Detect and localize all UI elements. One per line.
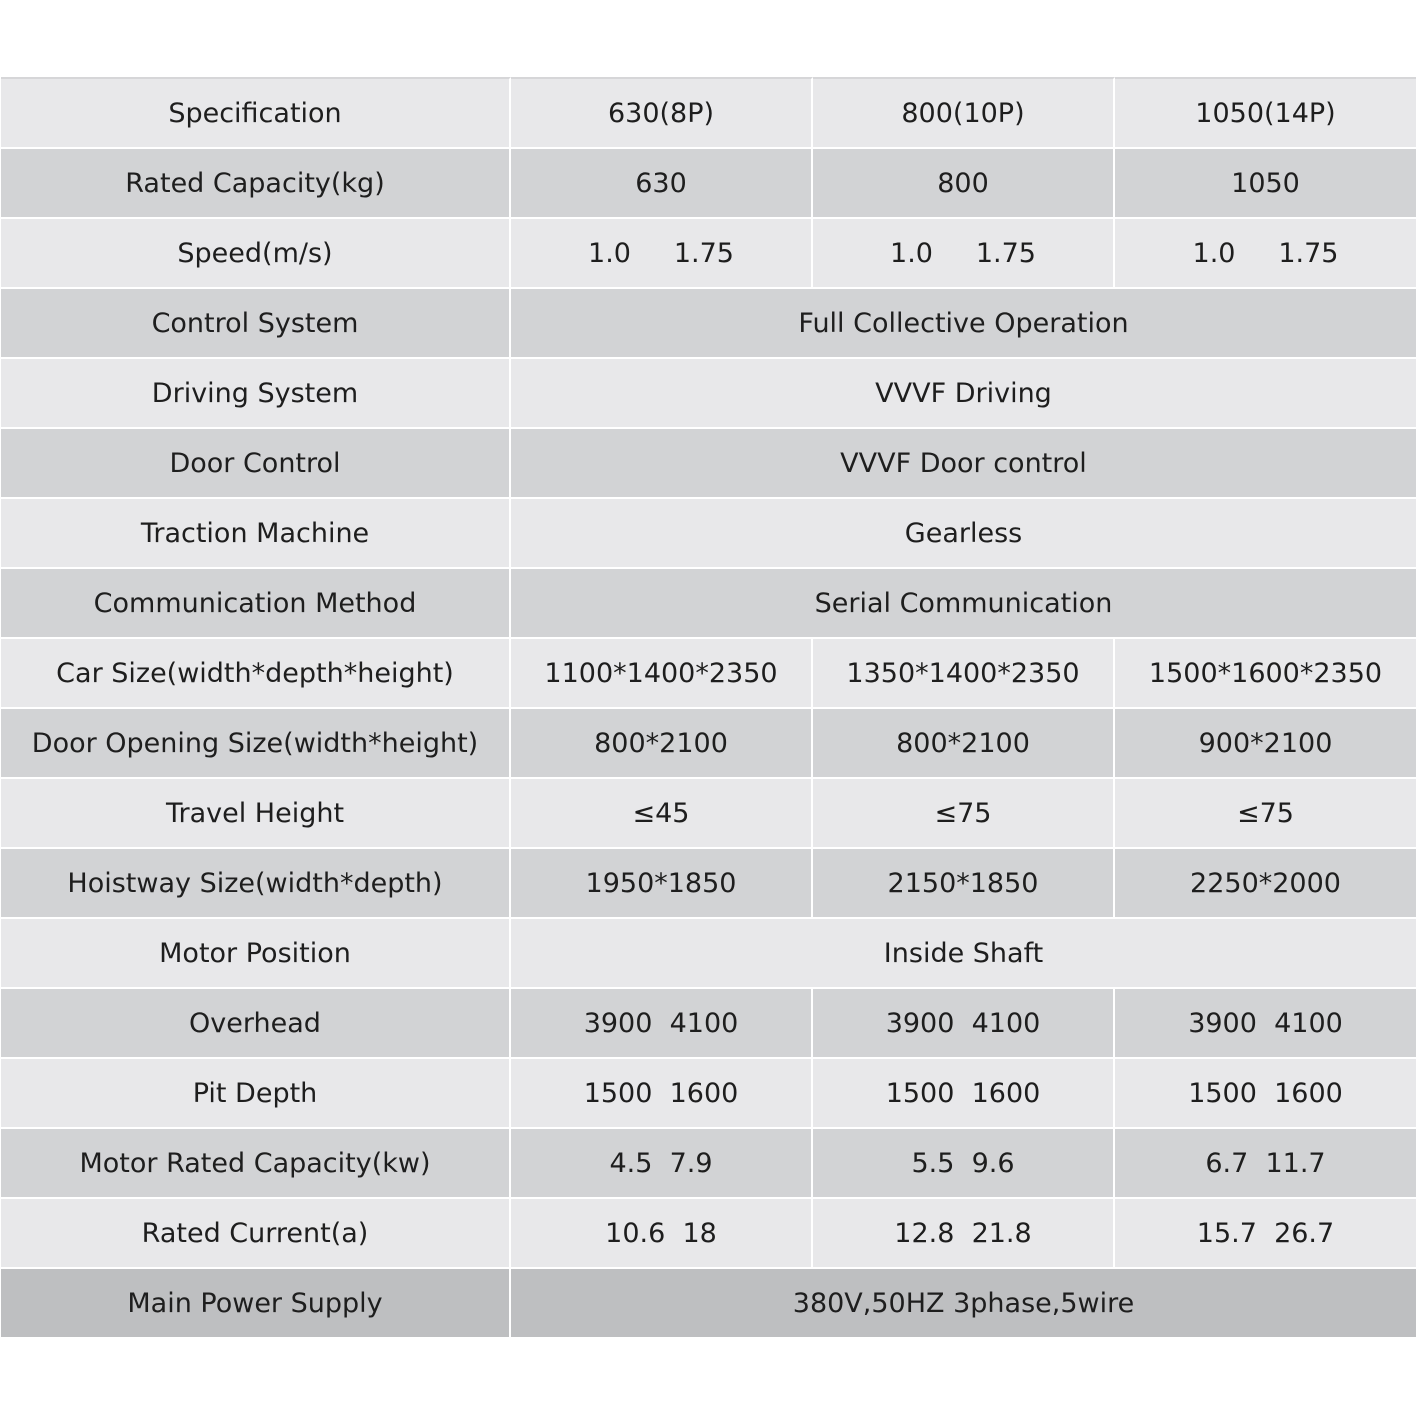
table-row [1, 1199, 1416, 1269]
row-value-model-3: 900*2100 [1115, 709, 1416, 779]
row-value-all-models: Gearless [511, 499, 1416, 569]
table-row [1, 919, 1416, 989]
table-row [1, 149, 1416, 219]
row-value-model-3: 1.0 1.75 [1115, 219, 1416, 289]
row-value-model-1: 4.5 7.9 [511, 1129, 813, 1199]
row-value-all-models: Serial Communication [511, 569, 1416, 639]
row-value-all-models: Inside Shaft [511, 919, 1416, 989]
table-row [1, 359, 1416, 429]
row-label: Speed(m/s) [1, 219, 511, 289]
row-value-model-1: 1500 1600 [511, 1059, 813, 1129]
specification-table [1, 77, 1416, 1339]
row-value-model-1: 10.6 18 [511, 1199, 813, 1269]
row-value-model-3: 2250*2000 [1115, 849, 1416, 919]
table-row [1, 569, 1416, 639]
header-column-800: 800(10P) [813, 77, 1115, 149]
row-value-model-1: 1950*1850 [511, 849, 813, 919]
row-value-model-1: ≤45 [511, 779, 813, 849]
row-label: Traction Machine [1, 499, 511, 569]
table-row [1, 1059, 1416, 1129]
row-label: Overhead [1, 989, 511, 1059]
row-value-all-models: VVVF Driving [511, 359, 1416, 429]
row-value-model-2: 12.8 21.8 [813, 1199, 1115, 1269]
row-value-model-2: 1350*1400*2350 [813, 639, 1115, 709]
row-label: Rated Current(a) [1, 1199, 511, 1269]
row-value-model-2: 800*2100 [813, 709, 1115, 779]
row-value-model-2: 800 [813, 149, 1115, 219]
row-label: Door Opening Size(width*height) [1, 709, 511, 779]
header-label: Specification [1, 77, 511, 149]
row-label: Communication Method [1, 569, 511, 639]
table-row [1, 1129, 1416, 1199]
table-row [1, 989, 1416, 1059]
table-row [1, 289, 1416, 359]
table-header-row [1, 77, 1416, 149]
row-label: Door Control [1, 429, 511, 499]
row-value-model-3: 6.7 11.7 [1115, 1129, 1416, 1199]
row-value-model-3: 1500*1600*2350 [1115, 639, 1416, 709]
row-value-model-1: 800*2100 [511, 709, 813, 779]
table-row [1, 429, 1416, 499]
row-value-model-3: ≤75 [1115, 779, 1416, 849]
table-row [1, 499, 1416, 569]
row-label: Hoistway Size(width*depth) [1, 849, 511, 919]
table-row [1, 849, 1416, 919]
row-label: Driving System [1, 359, 511, 429]
row-value-model-2: 2150*1850 [813, 849, 1115, 919]
row-value-model-2: 1.0 1.75 [813, 219, 1115, 289]
row-value-model-2: 3900 4100 [813, 989, 1115, 1059]
row-value-all-models: 380V,50HZ 3phase,5wire [511, 1269, 1416, 1339]
row-value-model-1: 1.0 1.75 [511, 219, 813, 289]
row-value-model-3: 3900 4100 [1115, 989, 1416, 1059]
row-value-all-models: Full Collective Operation [511, 289, 1416, 359]
row-value-model-3: 15.7 26.7 [1115, 1199, 1416, 1269]
row-label: Motor Rated Capacity(kw) [1, 1129, 511, 1199]
row-label: Travel Height [1, 779, 511, 849]
table-row [1, 639, 1416, 709]
row-label: Car Size(width*depth*height) [1, 639, 511, 709]
row-value-model-1: 3900 4100 [511, 989, 813, 1059]
row-value-model-1: 1100*1400*2350 [511, 639, 813, 709]
row-value-all-models: VVVF Door control [511, 429, 1416, 499]
row-label: Main Power Supply [1, 1269, 511, 1339]
row-value-model-3: 1500 1600 [1115, 1059, 1416, 1129]
table-row [1, 219, 1416, 289]
row-label: Rated Capacity(kg) [1, 149, 511, 219]
table-row [1, 1269, 1416, 1339]
row-label: Motor Position [1, 919, 511, 989]
table-row [1, 779, 1416, 849]
header-column-630: 630(8P) [511, 77, 813, 149]
row-label: Pit Depth [1, 1059, 511, 1129]
table-row [1, 709, 1416, 779]
row-value-model-2: 1500 1600 [813, 1059, 1115, 1129]
row-value-model-1: 630 [511, 149, 813, 219]
row-label: Control System [1, 289, 511, 359]
row-value-model-2: ≤75 [813, 779, 1115, 849]
row-value-model-2: 5.5 9.6 [813, 1129, 1115, 1199]
row-value-model-3: 1050 [1115, 149, 1416, 219]
header-column-1050: 1050(14P) [1115, 77, 1416, 149]
specification-table-body [1, 77, 1416, 1339]
